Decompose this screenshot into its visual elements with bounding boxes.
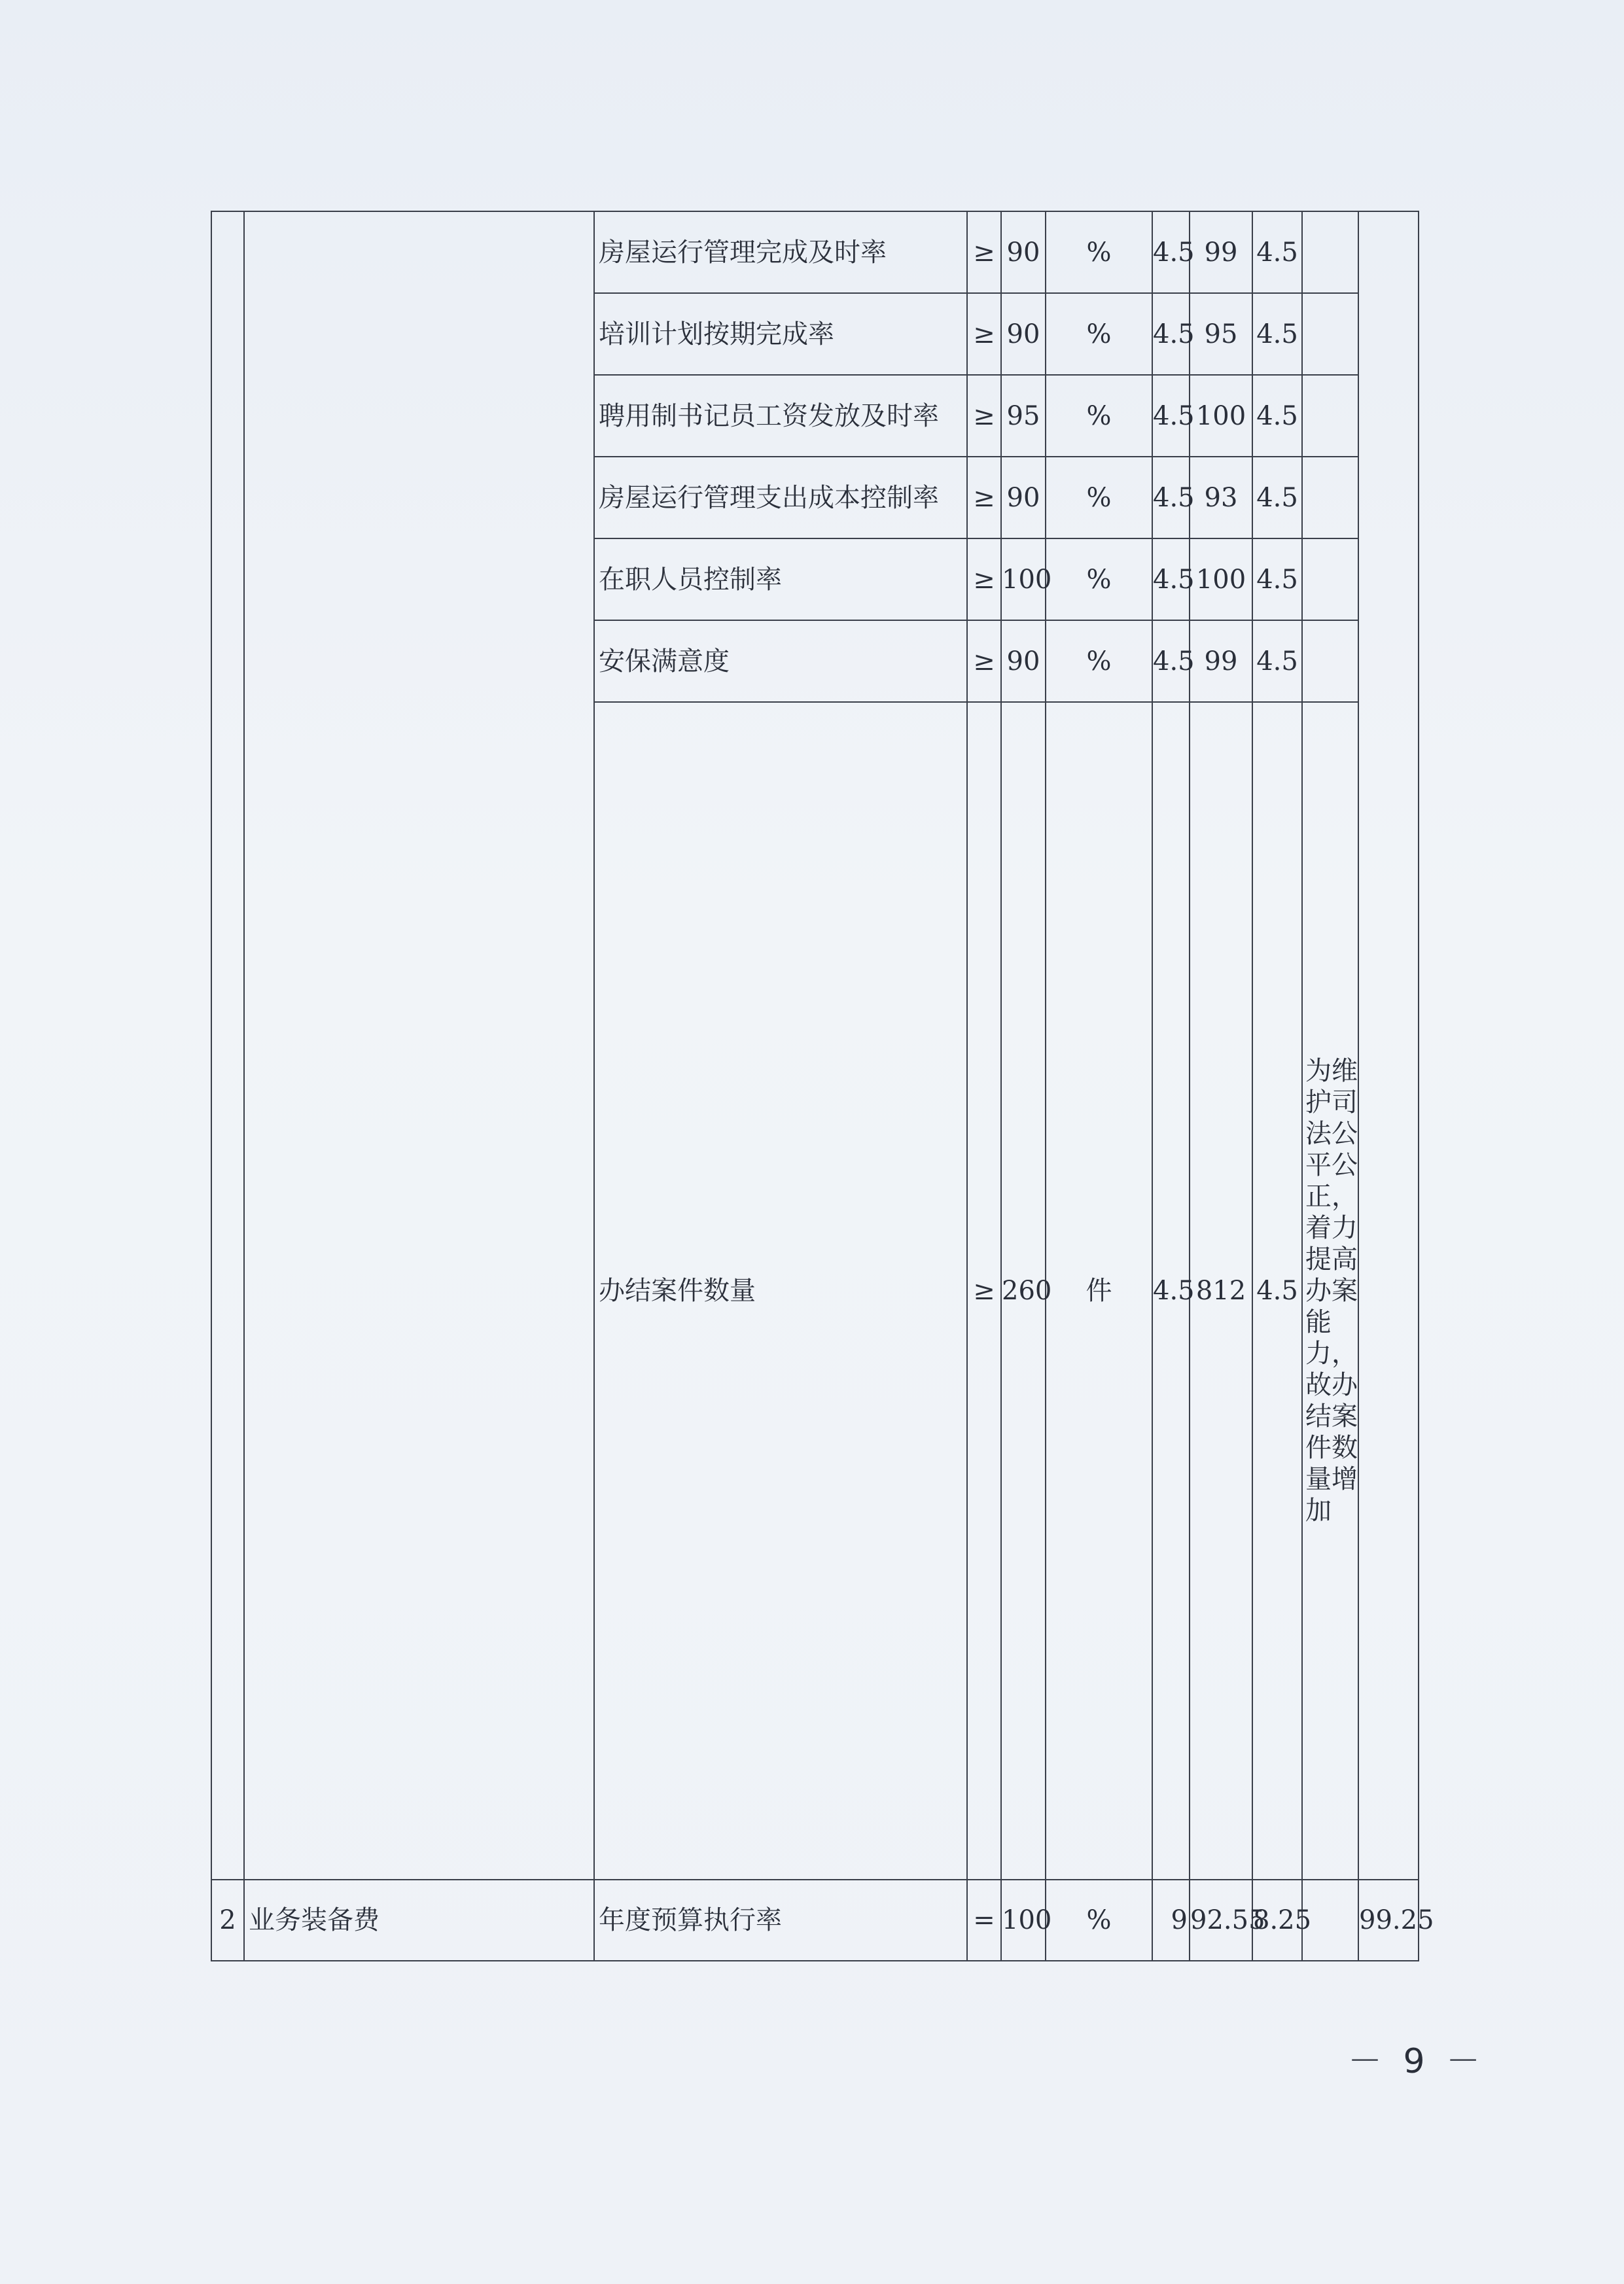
indicator-target: 260 <box>1001 702 1046 1880</box>
index-cell-empty <box>211 211 244 1880</box>
performance-indicator-table <box>211 211 1434 1961</box>
indicator-weight: 4.5 <box>1152 293 1190 375</box>
indicator-weight: 4.5 <box>1152 538 1190 620</box>
indicator-name: 年度预算执行率 <box>594 1880 967 1961</box>
indicator-actual: 92.55 <box>1190 1880 1252 1961</box>
indicator-actual: 93 <box>1190 457 1252 538</box>
indicator-note: 为维护司法公平公正，着力提高办案能力，故办结案件数量增加 <box>1302 702 1358 1880</box>
indicator-score: 4.5 <box>1252 702 1302 1880</box>
indicator-actual: 95 <box>1190 293 1252 375</box>
project-index: 2 <box>211 1880 244 1961</box>
indicator-unit: % <box>1046 620 1152 702</box>
indicator-name: 聘用制书记员工资发放及时率 <box>594 375 967 457</box>
indicator-unit: % <box>1046 211 1152 293</box>
indicator-score: 4.5 <box>1252 293 1302 375</box>
indicator-target: 90 <box>1001 620 1046 702</box>
indicator-operator: ≥ <box>967 702 1001 1880</box>
indicator-operator: = <box>967 1880 1001 1961</box>
indicator-unit: % <box>1046 538 1152 620</box>
indicator-operator: ≥ <box>967 211 1001 293</box>
indicator-note <box>1302 457 1358 538</box>
indicator-score: 4.5 <box>1252 375 1302 457</box>
table-row <box>211 1880 1419 1961</box>
indicator-actual: 99 <box>1190 211 1252 293</box>
indicator-score: 8.25 <box>1252 1880 1302 1961</box>
indicator-weight: 4.5 <box>1152 211 1190 293</box>
indicator-operator: ≥ <box>967 620 1001 702</box>
indicator-name: 房屋运行管理支出成本控制率 <box>594 457 967 538</box>
indicator-weight: 4.5 <box>1152 457 1190 538</box>
indicator-unit: 件 <box>1046 702 1152 1880</box>
table-row <box>211 211 1419 293</box>
indicator-score: 4.5 <box>1252 457 1302 538</box>
indicator-weight: 9 <box>1152 1880 1190 1961</box>
indicator-target: 100 <box>1001 1880 1046 1961</box>
indicator-weight: 4.5 <box>1152 702 1190 1880</box>
indicator-note <box>1302 375 1358 457</box>
indicator-actual: 100 <box>1190 538 1252 620</box>
indicator-target: 90 <box>1001 293 1046 375</box>
project-cell-empty <box>244 211 594 1880</box>
indicator-target: 95 <box>1001 375 1046 457</box>
indicator-score: 4.5 <box>1252 538 1302 620</box>
indicator-name: 房屋运行管理完成及时率 <box>594 211 967 293</box>
indicator-name: 安保满意度 <box>594 620 967 702</box>
indicator-weight: 4.5 <box>1152 375 1190 457</box>
indicator-weight: 4.5 <box>1152 620 1190 702</box>
indicator-note <box>1302 620 1358 702</box>
indicator-unit: % <box>1046 375 1152 457</box>
indicator-score: 4.5 <box>1252 211 1302 293</box>
project-total-score: 99.25 <box>1358 1880 1419 1961</box>
page-number: － 9 － <box>1348 2042 1486 2081</box>
indicator-note <box>1302 293 1358 375</box>
total-cell-empty <box>1358 211 1419 1880</box>
indicator-note <box>1302 538 1358 620</box>
indicator-target: 90 <box>1001 457 1046 538</box>
indicator-actual: 812 <box>1190 702 1252 1880</box>
indicator-unit: % <box>1046 1880 1152 1961</box>
indicator-name: 培训计划按期完成率 <box>594 293 967 375</box>
project-title: 业务装备费 <box>244 1880 594 1961</box>
indicator-operator: ≥ <box>967 538 1001 620</box>
indicator-target: 90 <box>1001 211 1046 293</box>
indicator-operator: ≥ <box>967 375 1001 457</box>
indicator-operator: ≥ <box>967 457 1001 538</box>
indicator-note <box>1302 211 1358 293</box>
indicator-actual: 100 <box>1190 375 1252 457</box>
indicator-name: 在职人员控制率 <box>594 538 967 620</box>
indicator-score: 4.5 <box>1252 620 1302 702</box>
indicator-unit: % <box>1046 457 1152 538</box>
indicator-name: 办结案件数量 <box>594 702 967 1880</box>
indicator-actual: 99 <box>1190 620 1252 702</box>
indicator-operator: ≥ <box>967 293 1001 375</box>
indicator-target: 100 <box>1001 538 1046 620</box>
indicator-unit: % <box>1046 293 1152 375</box>
